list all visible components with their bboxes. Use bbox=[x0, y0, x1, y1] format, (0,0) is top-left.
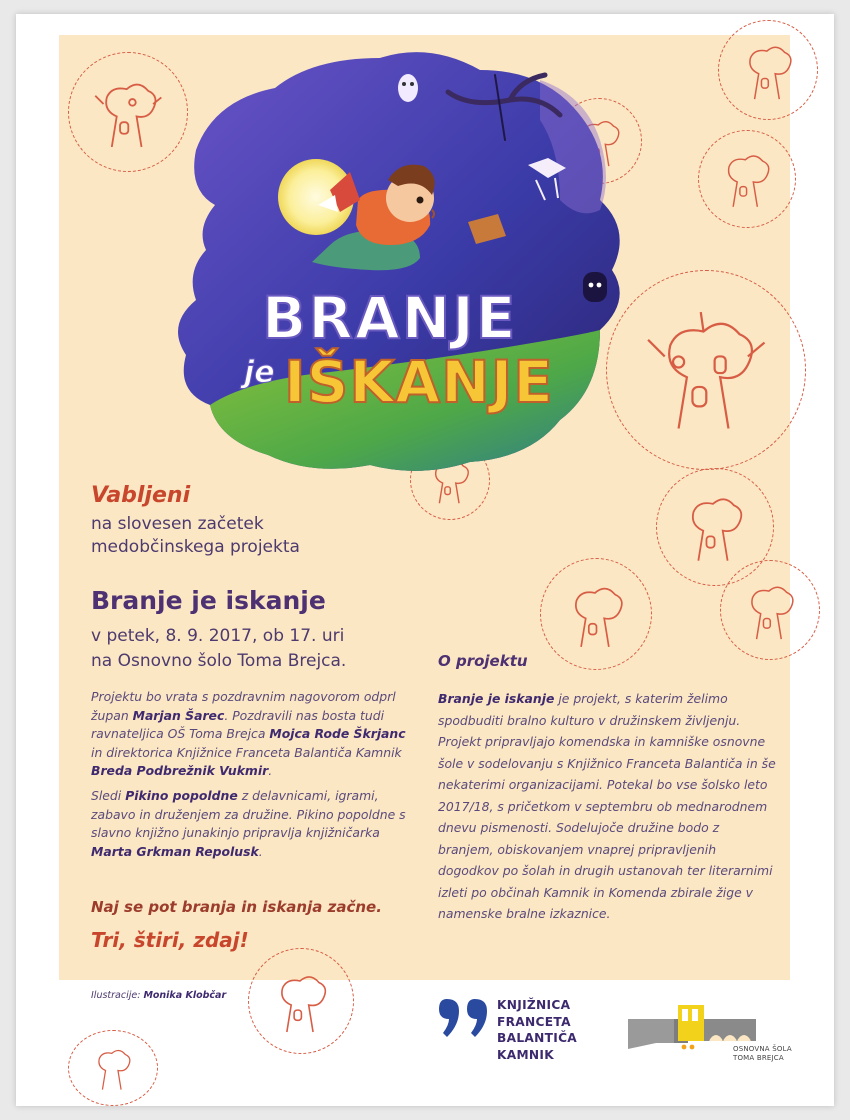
school-name: OSNOVNA ŠOLA TOMA BREJCA bbox=[733, 1045, 792, 1062]
closing-slogan: Tri, štiri, zdaj! bbox=[91, 928, 249, 952]
mayor-name: Marjan Šarec bbox=[132, 707, 225, 723]
library-logo-icon bbox=[437, 995, 491, 1039]
artwork-title bbox=[240, 284, 554, 416]
closing-line: Naj se pot branja in iskanja začne. bbox=[91, 898, 382, 916]
about-text: Branje je iskanje je projekt, s katerim želimo spodbuditi bralno kulturo v družinskem življenju. Projekt pripravljajo komendska in kamniške osnovne šole v sodelovanju s Knjižnico Franceta Balantiča in še nekaterimi organizacijami. Potekal bo vse šolsko leto 2017/18, s pričetkom v septembru ob mednarodnem dnevu pismenosti. Sodelujoče družine bodo z branjem, obiskovanjem vnaprej pripravljenih dogodkov po šolah in drugih ustanovah ter literarnimi izleti po občinah Kamnik in Komenda zbirale žige v namenske bralne izkaznice. bbox=[438, 691, 776, 921]
intro-line: medobčinskega projekta bbox=[91, 537, 300, 557]
librarian-name: Marta Grkman Repolusk bbox=[91, 843, 259, 859]
intro-text bbox=[91, 513, 421, 559]
about-heading: O projektu bbox=[438, 652, 528, 670]
afternoon-paragraph: Sledi Pikino popoldne z delavnicami, igrami, zabavo in druženjem za družine. Pikino popoldne s slavno knjižno junakinjo pripravlja knjižničarka Marta Grkman Repolusk. bbox=[91, 787, 406, 859]
event-date: v petek, 8. 9. 2017, ob 17. uri bbox=[91, 626, 345, 646]
intro-line: na slovesen začetek bbox=[91, 514, 264, 534]
about-project-name: Branje je iskanje bbox=[438, 691, 555, 706]
svg-text:IŠKANJE: IŠKANJE bbox=[284, 348, 554, 416]
tree-hole-icon bbox=[583, 272, 607, 302]
illustrator-name: Monika Klobčar bbox=[143, 990, 227, 1001]
afternoon-event-name: Pikino popoldne bbox=[125, 787, 238, 803]
event-details bbox=[91, 624, 431, 674]
director-name: Breda Podbrežnik Vukmir bbox=[91, 763, 269, 779]
school-logo-icon bbox=[626, 1005, 826, 1055]
program-description bbox=[91, 688, 411, 867]
library-name: KNJIŽNICA FRANCETA BALANTIČA KAMNIK bbox=[497, 998, 578, 1062]
event-place: na Osnovno šolo Toma Brejca. bbox=[91, 651, 347, 671]
svg-text:BRANJE: BRANJE bbox=[262, 284, 518, 352]
welcome-heading: Vabljeni bbox=[91, 483, 191, 508]
principal-name: Mojca Rode Škrjanc bbox=[269, 726, 406, 742]
owl-icon bbox=[398, 74, 418, 102]
project-name: Branje je iskanje bbox=[91, 586, 326, 615]
svg-text:je: je bbox=[244, 355, 275, 390]
illustration-credit: Ilustracije: Monika Klobčar bbox=[91, 990, 227, 1001]
opening-paragraph: Projektu bo vrata s pozdravnim nagovorom odprl župan Marjan Šarec. Pozdravili nas bosta tudi ravnateljica OŠ Toma Brejca Mojca Rode Škrjanc in direktorica Knjižnice Franceta Balantiča Kamnik Breda Podbrežnik Vukmir. bbox=[91, 689, 406, 779]
